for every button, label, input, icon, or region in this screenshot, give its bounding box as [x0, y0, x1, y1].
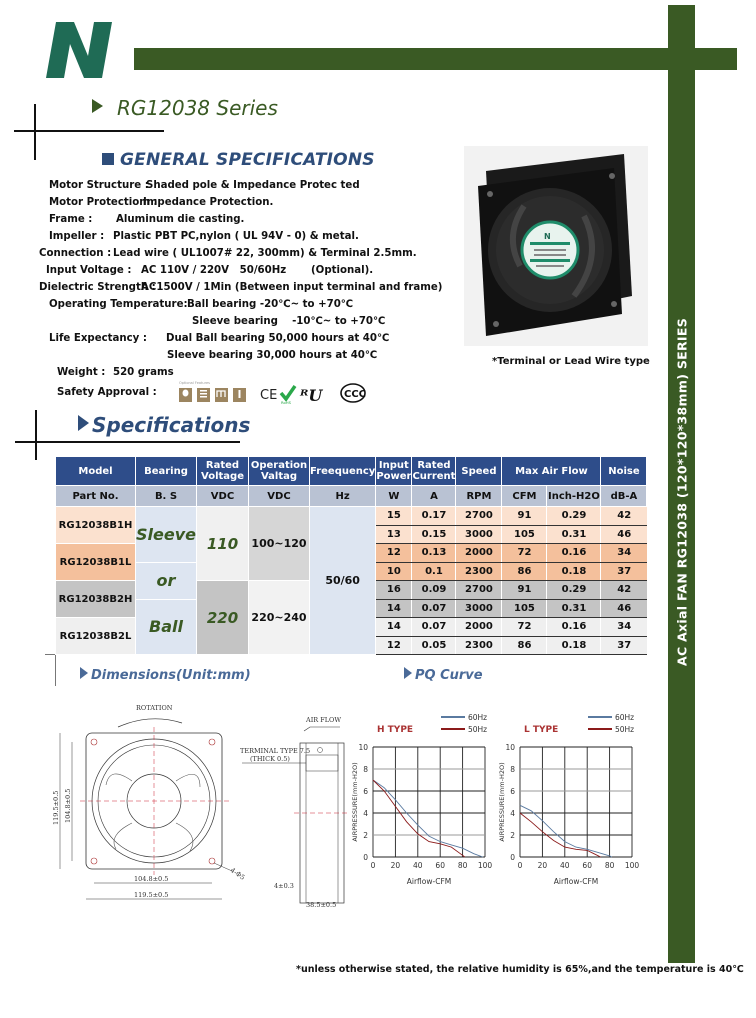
sound-icon	[215, 388, 228, 402]
cell: 2700	[456, 581, 502, 600]
side-banner-text: AC Axial FAN RG12038 (120*120*38mm) SERIES	[674, 317, 689, 667]
spec-label: Connection :	[39, 248, 112, 259]
y-tick-label: 10	[358, 743, 368, 752]
y-tick-label: 0	[510, 853, 515, 862]
y-tick-label: 4	[510, 809, 515, 818]
height-inner-label: 104.8±0.5	[64, 788, 72, 823]
cell: 72	[502, 544, 547, 563]
spec-row	[57, 387, 157, 398]
x-tick-label: 60	[435, 861, 445, 870]
model-cell: RG12038B2H	[56, 581, 136, 618]
height-outer-label: 119.5±0.5	[52, 790, 60, 825]
y-tick-label: 8	[510, 765, 515, 774]
crop-mark	[35, 410, 37, 460]
y-tick-label: 2	[363, 831, 368, 840]
spec-value: AC 110V / 220V 50/60Hz (Optional).	[141, 265, 374, 276]
col-header: Operation Valtag	[249, 457, 310, 486]
svg-text:CCC: CCC	[344, 389, 367, 400]
cell: 0.29	[547, 581, 601, 600]
cell: 86	[502, 562, 547, 581]
series-line-60hz	[373, 780, 483, 857]
rated-voltage-cell: 110	[197, 507, 249, 581]
spec-label: Operating Temperature:	[49, 299, 188, 310]
dimensions-title-text: Dimensions(Unit:mm)	[91, 668, 251, 683]
header-row	[56, 457, 647, 486]
operation-voltage-cell: 100~120	[249, 507, 310, 581]
col-header: Bearing	[136, 457, 197, 486]
spec-label: Weight :	[57, 367, 106, 378]
bearing-cell: or	[136, 562, 197, 599]
col-header: Max Air Flow	[502, 457, 601, 486]
triangle-icon	[404, 667, 412, 679]
col-header: Noise	[601, 457, 647, 486]
spec-label: Motor Structure :	[49, 180, 149, 191]
col-header: Rated Current	[412, 457, 456, 486]
spec-value: Plastic PBT PC,nylon ( UL 94V - 0) & metal.	[113, 231, 359, 242]
cell: 0.16	[547, 544, 601, 563]
x-tick-label: 0	[517, 861, 523, 870]
depth-label: 38.5±0.5	[306, 901, 337, 909]
cell: 34	[601, 618, 647, 637]
y-axis-label: AIRPRESSURE(mm-H2O)	[498, 762, 506, 842]
cell: 0.31	[547, 525, 601, 544]
series-title	[92, 96, 278, 120]
spec-value: AC1500V / 1Min (Between input terminal and frame)	[141, 282, 443, 293]
rated-voltage-cell: 220	[197, 581, 249, 655]
unit-header: Part No.	[56, 486, 136, 507]
y-tick-label: 8	[363, 765, 368, 774]
chart-title: H TYPE	[377, 725, 414, 735]
spec-row	[49, 197, 274, 208]
spec-row	[49, 231, 359, 242]
general-spec-title-text: GENERAL SPECIFICATIONS	[120, 150, 375, 170]
cell: 105	[502, 525, 547, 544]
specifications-title-text: Specifications	[92, 413, 251, 437]
terminal-thick-label: (THICK 0.5)	[250, 755, 290, 763]
unit-header: RPM	[456, 486, 502, 507]
spec-row	[49, 180, 360, 191]
cell: 46	[601, 599, 647, 618]
spec-value: Ball bearing -20℃~ to +70℃	[187, 299, 354, 310]
spec-label: Dielectric Strength :	[39, 282, 156, 293]
rotation-label: ROTATION	[136, 704, 173, 712]
legend-label: 50Hz	[615, 725, 635, 734]
cell: 10	[376, 562, 412, 581]
dimension-drawing	[50, 695, 350, 910]
spec-label: Life Expectancy :	[49, 333, 147, 344]
triangle-icon	[92, 99, 103, 113]
approval-icons	[177, 378, 377, 406]
temperature-icon	[233, 388, 246, 402]
x-tick-label: 40	[413, 861, 423, 870]
cell: 0.13	[412, 544, 456, 563]
legend-label: 60Hz	[468, 713, 488, 722]
x-tick-label: 20	[390, 861, 401, 870]
hole-label: 4-Φ5	[228, 866, 247, 882]
x-tick-label: 60	[582, 861, 592, 870]
cell: 0.07	[412, 599, 456, 618]
cell: 72	[502, 618, 547, 637]
spec-row	[49, 333, 390, 344]
cell: 0.16	[547, 618, 601, 637]
ul-icon: ᴿU	[300, 386, 323, 405]
cell: 105	[502, 599, 547, 618]
header-bar	[134, 48, 737, 70]
cell: 46	[601, 525, 647, 544]
spec-label: Frame :	[49, 214, 93, 225]
spec-value: Dual Ball bearing 50,000 hours at 40℃	[166, 333, 390, 344]
unit-header: CFM	[502, 486, 547, 507]
airflow-label: AIR FLOW	[306, 716, 342, 724]
product-photo	[464, 146, 648, 346]
pq-curve-title	[404, 667, 483, 683]
bearing-cell: Ball	[136, 599, 197, 655]
col-header: Rated Voltage	[197, 457, 249, 486]
spec-value: Aluminum die casting.	[116, 214, 245, 225]
cell: 86	[502, 636, 547, 655]
spec-row	[57, 367, 174, 378]
brand-logo	[46, 22, 122, 78]
pq-chart-h-type	[345, 705, 495, 890]
dimensions-title	[80, 667, 251, 683]
cell: 3000	[456, 599, 502, 618]
cell: 3000	[456, 525, 502, 544]
width-inner-label: 104.8±0.5	[134, 875, 169, 883]
cell: 0.09	[412, 581, 456, 600]
side-view-outline	[300, 743, 344, 903]
flange-label: 4±0.3	[274, 882, 294, 890]
spec-value: Sleeve bearing -10℃~ to +70℃	[192, 316, 386, 327]
legend-label: 50Hz	[468, 725, 488, 734]
cell: 37	[601, 636, 647, 655]
legend-label: 60Hz	[615, 713, 635, 722]
svg-text:N: N	[544, 232, 551, 241]
footnote: *unless otherwise stated, the relative humidity is 65%,and the temperature is 40℃	[296, 964, 744, 975]
specifications-title	[78, 413, 250, 437]
cell: 2000	[456, 618, 502, 637]
cell: 2300	[456, 562, 502, 581]
cell: 0.17	[412, 507, 456, 526]
pq-chart-l-type	[490, 705, 650, 890]
unit-header: B. S	[136, 486, 197, 507]
cell: 0.29	[547, 507, 601, 526]
model-cell: RG12038B1H	[56, 507, 136, 544]
specifications-table	[55, 456, 647, 655]
unit-header: VDC	[197, 486, 249, 507]
cell: 13	[376, 525, 412, 544]
cell: 91	[502, 507, 547, 526]
cell: 0.1	[412, 562, 456, 581]
spec-row	[46, 265, 374, 276]
cell: 0.18	[547, 636, 601, 655]
y-axis-label: AIRPRESSURE(mm-H2O)	[351, 762, 359, 842]
fan-image	[464, 146, 648, 346]
cell: 34	[601, 544, 647, 563]
x-axis-label: Airflow-CFM	[406, 877, 452, 886]
cell: 12	[376, 544, 412, 563]
y-tick-label: 6	[363, 787, 368, 796]
pwm-icon	[197, 388, 210, 402]
spec-value: Sleeve bearing 30,000 hours at 40℃	[167, 350, 378, 361]
ip55-icon	[179, 388, 192, 402]
cell: 2000	[456, 544, 502, 563]
unit-header: Hz	[310, 486, 376, 507]
width-outer-label: 119.5±0.5	[134, 891, 169, 899]
col-header: Freequency	[310, 457, 376, 486]
table-row	[56, 507, 647, 526]
terminal-label: TERMINAL TYPE 7.5	[240, 747, 311, 755]
unit-row	[56, 486, 647, 507]
unit-header: A	[412, 486, 456, 507]
cell: 2700	[456, 507, 502, 526]
photo-caption: *Terminal or Lead Wire type	[492, 356, 650, 367]
model-cell: RG12038B1L	[56, 544, 136, 581]
spec-label: Impeller :	[49, 231, 105, 242]
square-icon	[102, 153, 114, 165]
bearing-cell: Sleeve	[136, 507, 197, 563]
x-tick-label: 80	[457, 861, 468, 870]
col-header: Input Power	[376, 457, 412, 486]
svg-text:Optional Features: Optional Features	[179, 381, 210, 385]
spec-value: Lead wire ( UL1007# 22, 300mm) & Terminal 2.5mm.	[113, 248, 417, 259]
spec-row	[39, 248, 417, 259]
series-line-50hz	[373, 780, 465, 857]
cell: 0.31	[547, 599, 601, 618]
crop-mark	[15, 441, 240, 443]
unit-header: W	[376, 486, 412, 507]
spec-row	[39, 282, 443, 293]
spec-row	[49, 214, 245, 225]
crop-mark	[34, 104, 36, 160]
crop-mark	[14, 130, 164, 132]
cell: 0.18	[547, 562, 601, 581]
pq-curve-title-text: PQ Curve	[415, 668, 483, 683]
spec-label: Input Voltage :	[46, 265, 132, 276]
cell: 15	[376, 507, 412, 526]
cell: 91	[502, 581, 547, 600]
side-banner	[668, 5, 695, 963]
model-cell: RG12038B2L	[56, 618, 136, 655]
spec-label: Motor Protectiom :	[49, 197, 158, 208]
ce-icon: CE	[260, 388, 278, 403]
cell: 42	[601, 581, 647, 600]
operation-voltage-cell: 220~240	[249, 581, 310, 655]
x-tick-label: 100	[477, 861, 493, 870]
y-tick-label: 10	[505, 743, 515, 752]
x-tick-label: 100	[624, 861, 640, 870]
spec-value: Impedance Protection.	[143, 197, 274, 208]
cell: 12	[376, 636, 412, 655]
unit-header: VDC	[249, 486, 310, 507]
cell: 2300	[456, 636, 502, 655]
svg-text:RoHS: RoHS	[281, 400, 292, 405]
cell: 14	[376, 599, 412, 618]
cell: 0.05	[412, 636, 456, 655]
y-tick-label: 6	[510, 787, 515, 796]
cell: 16	[376, 581, 412, 600]
airflow-arrow-icon	[304, 727, 340, 731]
x-tick-label: 20	[537, 861, 548, 870]
spec-label: Safety Approval :	[57, 387, 157, 398]
triangle-icon	[80, 667, 88, 679]
rotation-arrow-icon	[118, 719, 182, 727]
y-tick-label: 0	[363, 853, 368, 862]
cell: 0.07	[412, 618, 456, 637]
spec-row	[49, 299, 354, 310]
cell: 14	[376, 618, 412, 637]
cell: 42	[601, 507, 647, 526]
x-axis-label: Airflow-CFM	[553, 877, 599, 886]
triangle-icon	[78, 415, 89, 431]
spec-value: 520 grams	[113, 367, 174, 378]
x-tick-label: 40	[560, 861, 570, 870]
x-tick-label: 80	[604, 861, 615, 870]
col-header: Model	[56, 457, 136, 486]
ccc-icon	[341, 384, 366, 402]
chart-title: L TYPE	[524, 725, 559, 735]
unit-header: dB-A	[601, 486, 647, 507]
y-tick-label: 2	[510, 831, 515, 840]
frequency-cell: 50/60	[310, 507, 376, 655]
x-tick-label: 0	[370, 861, 376, 870]
unit-header: Inch-H2O	[547, 486, 601, 507]
general-spec-title	[102, 150, 375, 170]
rohs-icon	[281, 386, 295, 405]
spec-value: Shaded pole & Impedance Protec ted	[146, 180, 360, 191]
series-title-text: RG12038 Series	[117, 96, 278, 120]
y-tick-label: 4	[363, 809, 368, 818]
cell: 0.15	[412, 525, 456, 544]
col-header: Speed	[456, 457, 502, 486]
cell: 37	[601, 562, 647, 581]
